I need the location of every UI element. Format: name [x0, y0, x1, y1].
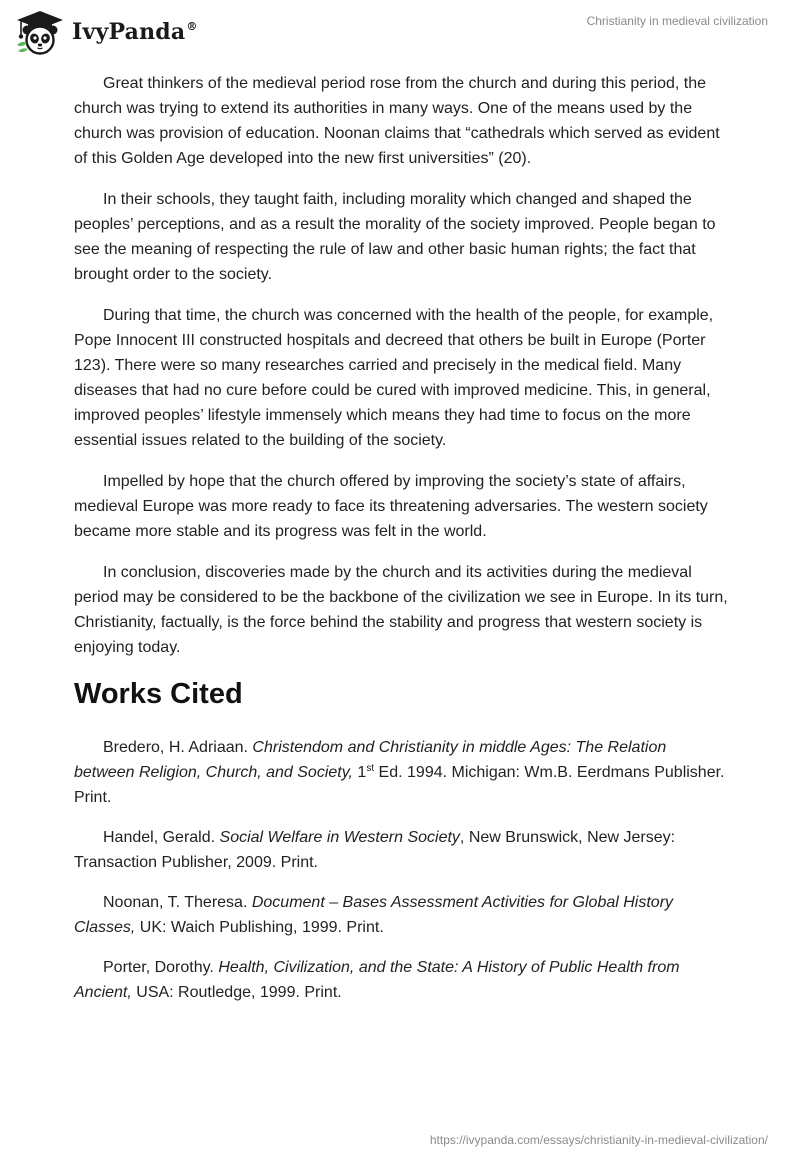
- body-paragraph: Great thinkers of the medieval period rose from the church and during this period, the church was trying to extend its authorities in many ways. One of the means used by the church was provision of education. Noonan claims that “cathedrals which served as evident of this Golden Age developed into the new first universities” (20).: [74, 75, 720, 167]
- logo-wordmark: IvyPanda®: [72, 19, 198, 45]
- citation-entry: Bredero, H. Adriaan. Christendom and Christianity in middle Ages: The Relation between Religion, Church, and Society, 1st Ed. 1994. Michigan: Wm.B. Eerdmans Publisher. Print.: [74, 739, 725, 806]
- ivypanda-logo[interactable]: [14, 6, 198, 58]
- citation-entry: Handel, Gerald. Social Welfare in Western Society, New Brunswick, New Jersey: Transaction Publisher, 2009. Print.: [74, 829, 676, 871]
- document-title: Christianity in medieval civilization: [586, 14, 768, 28]
- page-header: [0, 0, 800, 62]
- works-cited-heading: Works Cited: [74, 678, 243, 710]
- source-url-link[interactable]: https://ivypanda.com/essays/christianity-in-medieval-civilization/: [429, 1133, 768, 1147]
- citation-entry: Porter, Dorothy. Health, Civilization, and the State: A History of Public Health from Ancient, USA: Routledge, 1999. Print.: [74, 959, 680, 1001]
- body-paragraph: In their schools, they taught faith, including morality which changed and shaped the peoples’ perceptions, and as a result the morality of the society improved. People began to see the meaning of respecting the rule of law and other basic human rights; the fact that brought order to the society.: [74, 191, 716, 283]
- body-paragraph: In conclusion, discoveries made by the church and its activities during the medieval period may be considered to be the backbone of the civilization we see in Europe. In its turn, Christianity, factually, is the force behind the stability and progress that western society is enjoying today.: [74, 564, 728, 656]
- body-paragraph: During that time, the church was concerned with the health of the people, for example, Pope Innocent III constructed hospitals and decreed that others be built in Europe (Porter 123). There were so many researches carried and precisely in the medical field. Many diseases that had no cure before could be cured with improved medicine. This, in general, improved peoples’ lifestyle immensely which means they had time to focus on the more essential issues related to the building of the society.: [74, 307, 714, 449]
- essay-content: [74, 71, 728, 1020]
- body-paragraph: Impelled by hope that the church offered by improving the society’s state of affairs, medieval Europe was more ready to face its threatening adversaries. The western society became more stable and its progress was felt in the world.: [74, 473, 708, 540]
- citation-entry: Noonan, T. Theresa. Document – Bases Assessment Activities for Global History Classes, UK: Waich Publishing, 1999. Print.: [74, 894, 674, 936]
- panda-graduate-icon: [14, 9, 66, 55]
